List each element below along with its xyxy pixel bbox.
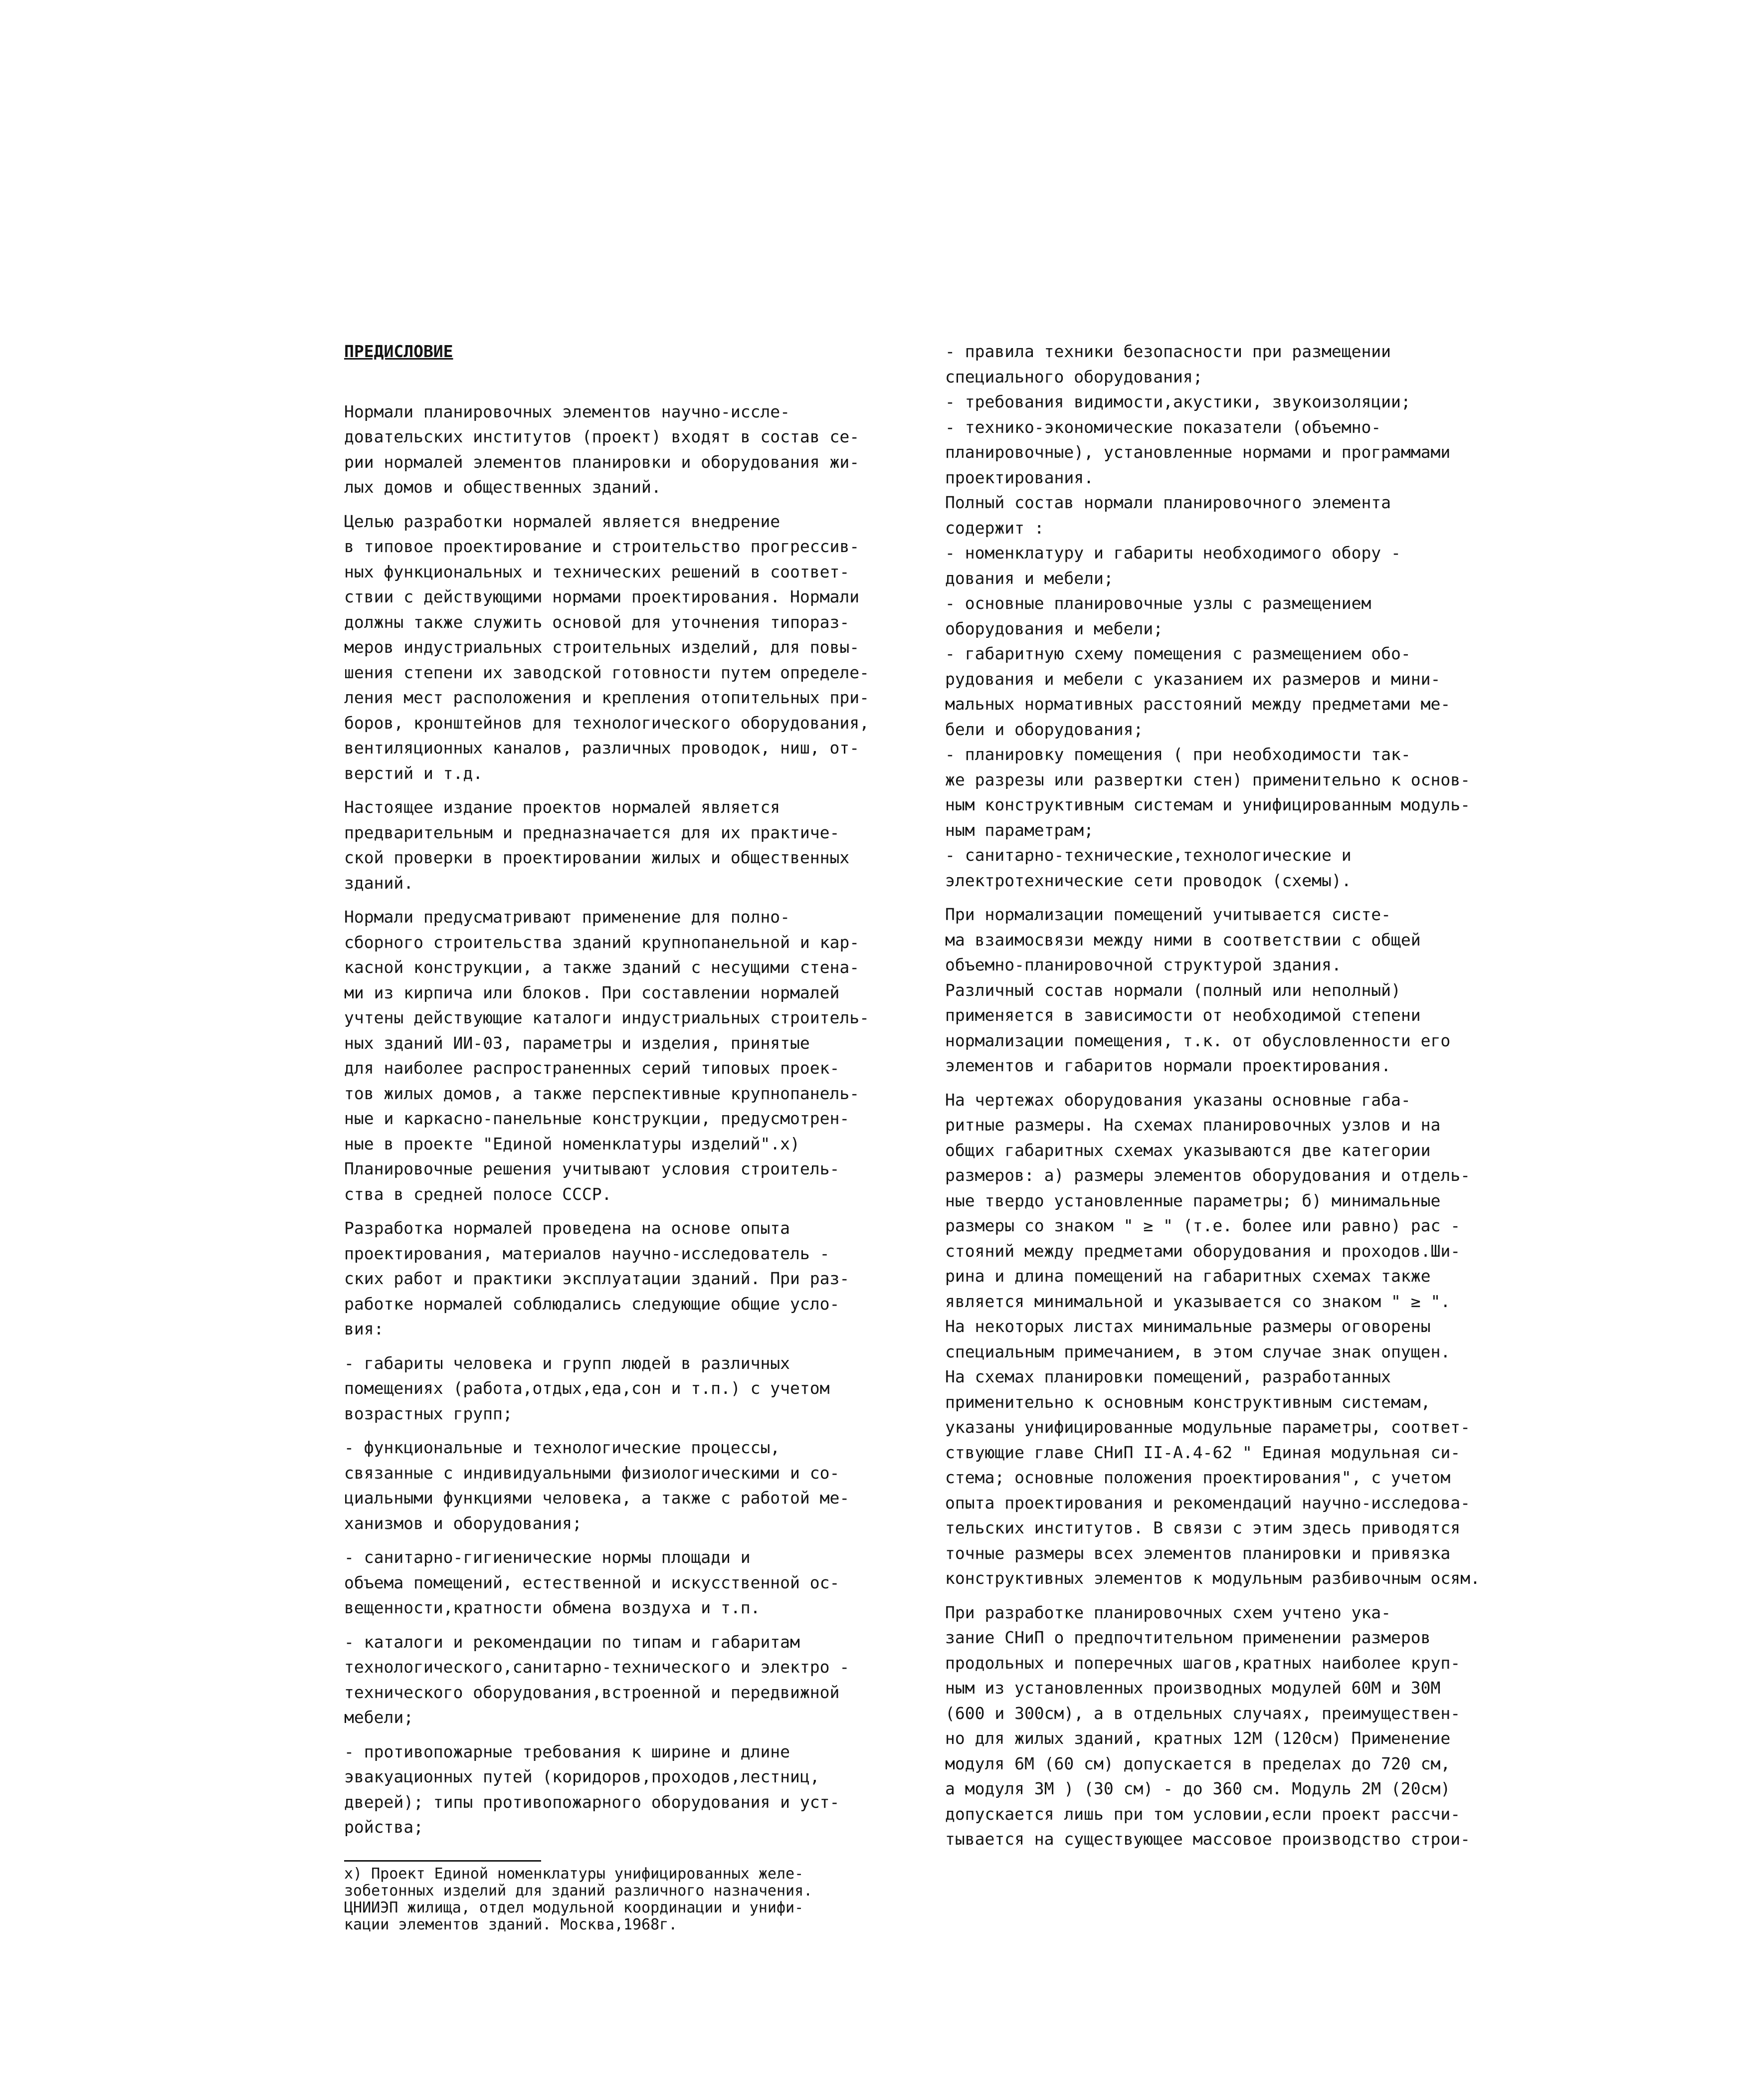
text-line: тельских институтов. В связи с этим здесь приводятся <box>945 1518 1461 1537</box>
text-line: ным конструктивным системам и унифицированным модуль- <box>945 795 1470 814</box>
text-line: ской проверки в проектировании жилых и общественных <box>344 848 850 867</box>
text-line: лых домов и общественных зданий. <box>344 477 661 497</box>
text-line: ных зданий ИИ-03, параметры и изделия, принятые <box>344 1033 810 1053</box>
footnote <box>344 1866 883 1933</box>
text-line: вентиляционных каналов, различных проводок, ниш, от- <box>344 738 860 758</box>
text-line: При разработке планировочных схем учтено ука- <box>945 1602 1391 1622</box>
text-line: технического оборудования,встроенной и передвижной <box>344 1682 840 1702</box>
text-line: ствии с действующими нормами проектирования. Нормали <box>344 587 860 606</box>
text-line: касной конструкции, а также зданий с несущими стена- <box>344 957 860 977</box>
text-line: ских работ и практики эксплуатации зданий. При раз- <box>344 1269 850 1288</box>
paragraph <box>344 1739 883 1840</box>
text-line: Нормали предусматривают применение для полно- <box>344 907 790 927</box>
text-line: тывается на существующее массовое производство строи- <box>945 1829 1470 1849</box>
text-line: меров индустриальных строительных изделий, для повы- <box>344 637 860 657</box>
text-line: ные в проекте "Единой номенклатуры изделий".x) <box>344 1134 800 1153</box>
footnote-line: x) Проект Единой номенклатуры унифицированных желе- <box>344 1865 804 1883</box>
paragraph <box>344 399 883 500</box>
text-line: - планировку помещения ( при необходимости так- <box>945 745 1411 764</box>
text-line: рина и длина помещений на габаритных схемах также <box>945 1266 1431 1286</box>
text-line: Различный состав нормали (полный или неполный) <box>945 980 1401 1000</box>
text-line: Нормали планировочных элементов научно-иссле- <box>344 401 790 421</box>
text-line: указаны унифицированные модульные параметры, соответ- <box>945 1417 1470 1437</box>
text-line: применяется в зависимости от необходимой степени <box>945 1005 1421 1025</box>
text-line: На некоторых листах минимальные размеры оговорены <box>945 1317 1431 1336</box>
text-line: - противопожарные требования к ширине и длине <box>344 1741 790 1761</box>
right-body <box>945 339 1504 1852</box>
text-line: предварительным и предназначается для их практиче- <box>344 822 840 842</box>
text-line: ма взаимосвязи между ними в соответствии с общей <box>945 930 1421 950</box>
text-line: в типовое проектирование и строительство прогрессив- <box>344 537 860 556</box>
text-line: мальных нормативных расстояний между предметами ме- <box>945 694 1451 714</box>
text-line: общих габаритных схемах указываются две категории <box>945 1140 1431 1160</box>
text-line: вия: <box>344 1319 384 1338</box>
text-line: применительно к основным конструктивным системам, <box>945 1392 1431 1412</box>
text-line: ления мест расположения и крепления отопительных при- <box>344 688 869 707</box>
text-line: нормализации помещения, т.к. от обусловленности его <box>945 1030 1451 1050</box>
left-column <box>344 339 883 1933</box>
footnote-divider <box>344 1860 541 1862</box>
text-line: довательских институтов (проект) входят в состав се- <box>344 427 860 446</box>
paragraph <box>344 1435 883 1536</box>
text-line: (600 и 300см), а в отдельных случаях, преимуществен- <box>945 1703 1461 1723</box>
text-line: зданий. <box>344 873 414 893</box>
text-line: шения степени их заводской готовности путем определе- <box>344 662 869 682</box>
text-line: - требования видимости,акустики, звукоизоляции; <box>945 392 1411 411</box>
text-line: ных функциональных и технических решений в соответ- <box>344 562 850 581</box>
text-line: работке нормалей соблюдались следующие общие усло- <box>344 1294 840 1314</box>
text-line: оборудования и мебели; <box>945 618 1164 638</box>
text-line: ства в средней полосе СССР. <box>344 1184 612 1204</box>
text-line: - габаритную схему помещения с размещением обо- <box>945 644 1411 663</box>
text-line: же разрезы или развертки стен) применительно к основ- <box>945 769 1470 789</box>
text-line: При нормализации помещений учитывается систе- <box>945 905 1391 924</box>
paragraph <box>945 339 1504 893</box>
text-line: тов жилых домов, а также перспективные крупнопанель- <box>344 1083 860 1103</box>
text-line: - правила техники безопасности при размещении <box>945 342 1391 361</box>
text-line: технологического,санитарно-технического и электро - <box>344 1657 850 1677</box>
text-line: проектирования. <box>945 467 1094 487</box>
paragraph <box>945 1088 1504 1591</box>
text-line: связанные с индивидуальными физиологическими и со- <box>344 1463 840 1483</box>
text-line: опыта проектирования и рекомендаций научно-исследова- <box>945 1493 1470 1513</box>
text-line: На схемах планировки помещений, разработанных <box>945 1367 1391 1386</box>
text-line: учтены действующие каталоги индустриальных строитель- <box>344 1008 869 1027</box>
text-line: проектирования, материалов научно-исследователь - <box>344 1243 830 1263</box>
text-line: а модуля 3М ) (30 см) - до 360 см. Модуль 2М (20см) <box>945 1779 1451 1798</box>
text-line: точные размеры всех элементов планировки и привязка <box>945 1543 1451 1563</box>
text-line: На чертежах оборудования указаны основные габа- <box>945 1090 1411 1110</box>
paragraph <box>344 509 883 786</box>
text-line: специальным примечанием, в этом случае знак опущен. <box>945 1341 1451 1361</box>
footnote-line: зобетонных изделий для зданий различного назначения. <box>344 1882 813 1900</box>
text-line: - технико-экономические показатели (объемно- <box>945 417 1381 437</box>
text-line: планировочные), установленные нормами и программами <box>945 442 1451 462</box>
text-line: ным из установленных производных модулей 60М и 30М <box>945 1678 1441 1698</box>
text-line: ным параметрам; <box>945 820 1094 840</box>
text-line: допускается лишь при том условии,если проект рассчи- <box>945 1804 1461 1824</box>
text-line: ритные размеры. На схемах планировочных узлов и на <box>945 1115 1441 1135</box>
text-line: ные твердо установленные параметры; б) минимальные <box>945 1190 1441 1210</box>
paragraph <box>344 1545 883 1621</box>
text-line: Планировочные решения учитывают условия строитель- <box>344 1159 840 1178</box>
text-line: рии нормалей элементов планировки и оборудования жи- <box>344 452 860 472</box>
text-line: ханизмов и оборудования; <box>344 1513 582 1533</box>
paragraph <box>344 1216 883 1342</box>
text-line: зание СНиП о предпочтительном применении размеров <box>945 1628 1431 1647</box>
text-line: верстий и т.д. <box>344 763 483 783</box>
text-line: является минимальной и указывается со знаком " ≥ ". <box>945 1291 1451 1311</box>
text-line: объема помещений, естественной и искусственной ос- <box>344 1572 840 1592</box>
text-line: элементов и габаритов нормали проектирования. <box>945 1056 1391 1075</box>
text-line: циальными функциями человека, а также с работой ме- <box>344 1488 850 1508</box>
text-line: бели и оборудования; <box>945 719 1144 739</box>
text-line: рудования и мебели с указанием их размеров и мини- <box>945 669 1441 689</box>
text-line: размеры со знаком " ≥ " (т.е. более или равно) рас - <box>945 1216 1461 1235</box>
text-line: - основные планировочные узлы с размещением <box>945 593 1371 613</box>
text-line: размеров: а) размеры элементов оборудования и отдель- <box>945 1165 1470 1185</box>
text-line: - габариты человека и групп людей в различных <box>344 1353 790 1373</box>
text-line: ные и каркасно-панельные конструкции, предусмотрен- <box>344 1109 850 1128</box>
text-line: конструктивных элементов к модульным разбивочным осям. <box>945 1568 1480 1588</box>
text-line: мебели; <box>344 1708 414 1727</box>
text-line: эвакуационных путей (коридоров,проходов,лестниц, <box>344 1767 820 1786</box>
text-line: - каталоги и рекомендации по типам и габаритам <box>344 1632 800 1652</box>
footnote-line: ЦНИИЭП жилища, отдел модульной координации и унифи- <box>344 1899 804 1916</box>
text-line: стема; основные положения проектирования", с учетом <box>945 1468 1451 1487</box>
text-line: Разработка нормалей проведена на основе опыта <box>344 1218 790 1238</box>
text-line: - санитарно-технические,технологические и <box>945 845 1352 865</box>
text-line: содержит : <box>945 518 1044 538</box>
text-line: сборного строительства зданий крупнопанельной и кар- <box>344 932 860 952</box>
text-line: для наиболее распространенных серий типовых проек- <box>344 1058 840 1078</box>
text-line: возрастных групп; <box>344 1403 513 1423</box>
right-column <box>945 339 1504 1861</box>
paragraph <box>344 1630 883 1730</box>
paragraph <box>344 795 883 896</box>
text-line: вещенности,кратности обмена воздуха и т.п. <box>344 1598 761 1617</box>
paragraph <box>344 905 883 1207</box>
text-line: Целью разработки нормалей является внедрение <box>344 511 780 531</box>
text-line: ствующие главе СНиП II-А.4-62 " Единая модульная си- <box>945 1442 1461 1462</box>
text-line: Настоящее издание проектов нормалей является <box>344 797 780 817</box>
text-line: продольных и поперечных шагов,кратных наиболее круп- <box>945 1653 1461 1673</box>
text-line: дования и мебели; <box>945 568 1114 588</box>
text-line: объемно-планировочной структурой здания. <box>945 955 1342 974</box>
page-title: ПРЕДИСЛОВИЕ <box>344 342 453 361</box>
text-line: модуля 6М (60 см) допускается в пределах до 720 см, <box>945 1753 1451 1773</box>
paragraph <box>945 902 1504 1079</box>
paragraph <box>344 1351 883 1427</box>
text-line: Полный состав нормали планировочного элемента <box>945 493 1391 512</box>
text-line: стояний между предметами оборудования и проходов.Ши- <box>945 1241 1461 1261</box>
left-body <box>344 399 883 1840</box>
text-line: электротехнические сети проводок (схемы). <box>945 870 1352 890</box>
text-line: ми из кирпича или блоков. При составлении нормалей <box>344 982 840 1002</box>
text-line: должны также служить основой для уточнения типораз- <box>344 612 850 632</box>
text-line: дверей); типы противопожарного оборудования и уст- <box>344 1792 840 1812</box>
text-line: специального оборудования; <box>945 367 1203 386</box>
text-line: - номенклатуру и габариты необходимого обору - <box>945 543 1401 563</box>
text-line: - функциональные и технологические процессы, <box>344 1438 780 1457</box>
footnote-line: кации элементов зданий. Москва,1968г. <box>344 1915 678 1933</box>
paragraph <box>945 1600 1504 1852</box>
text-line: - санитарно-гигиенические нормы площади и <box>344 1547 751 1567</box>
text-line: ройства; <box>344 1817 423 1837</box>
text-line: помещениях (работа,отдых,еда,сон и т.п.) с учетом <box>344 1378 830 1398</box>
text-line: боров, кронштейнов для технологического оборудования, <box>344 713 869 733</box>
text-line: но для жилых зданий, кратных 12М (120см) Применение <box>945 1728 1451 1748</box>
